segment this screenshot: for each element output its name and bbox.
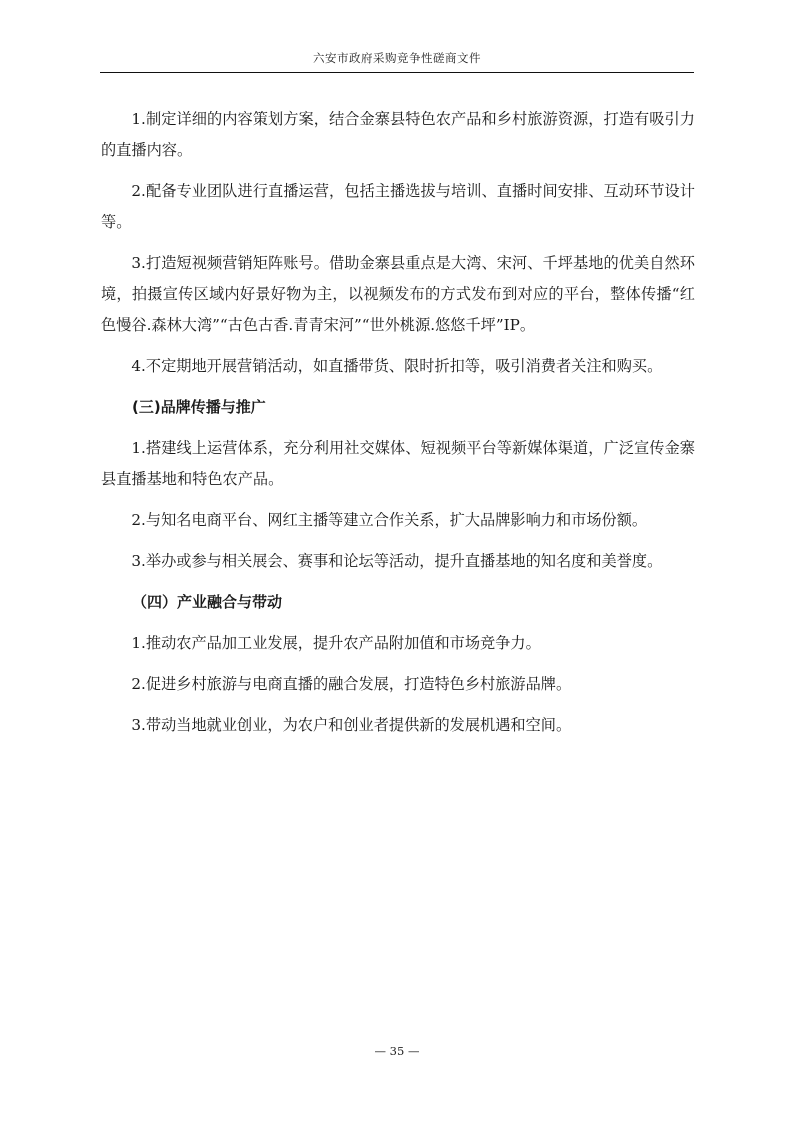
section-heading-industry-integration: （四）产业融合与带动 bbox=[132, 593, 283, 611]
paragraph-marketing-activities: 4.不定期地开展营销活动，如直播带货、限时折扣等，吸引消费者关注和购买。 bbox=[131, 357, 663, 375]
paragraph-tourism-integration: 2.促进乡村旅游与电商直播的融合发展，打造特色乡村旅游品牌。 bbox=[131, 675, 572, 693]
header-divider bbox=[100, 72, 694, 73]
paragraph-processing-industry: 1.推动农产品加工业发展，提升农产品附加值和市场竞争力。 bbox=[131, 634, 541, 652]
paragraph-online-system: 1.搭建线上运营体系，充分利用社交媒体、短视频平台等新媒体渠道，广泛宣传金寨县直播基地和特色农产品。 bbox=[101, 439, 695, 488]
paragraph-employment: 3.带动当地就业创业，为农户和创业者提供新的发展机遇和空间。 bbox=[131, 716, 572, 734]
page-header-title: 六安市政府采购竞争性磋商文件 bbox=[313, 51, 481, 65]
paragraph-content-plan: 1.制定详细的内容策划方案，结合金寨县特色农产品和乡村旅游资源，打造有吸引力的直播内容。 bbox=[101, 110, 695, 159]
paragraph-operations-team: 2.配备专业团队进行直播运营，包括主播选拔与培训、直播时间安排、互动环节设计等。 bbox=[101, 182, 695, 231]
section-heading-brand-promotion: (三)品牌传播与推广 bbox=[132, 398, 266, 416]
paragraph-events: 3.举办或参与相关展会、赛事和论坛等活动，提升直播基地的知名度和美誉度。 bbox=[131, 552, 663, 570]
paragraph-short-video-matrix: 3.打造短视频营销矩阵账号。借助金寨县重点是大湾、宋河、千坪基地的优美自然环境，拍摄宣传区域内好景好物为主，以视频发布的方式发布到对应的平台，整体传播“红色慢谷.森林大湾”“古色古香.青青宋河”“世外桃源.悠悠千坪”IP。 bbox=[101, 254, 695, 334]
document-body bbox=[101, 104, 695, 751]
page-number: — 35 — bbox=[374, 1044, 420, 1058]
paragraph-partnerships: 2.与知名电商平台、网红主播等建立合作关系，扩大品牌影响力和市场份额。 bbox=[131, 511, 648, 529]
